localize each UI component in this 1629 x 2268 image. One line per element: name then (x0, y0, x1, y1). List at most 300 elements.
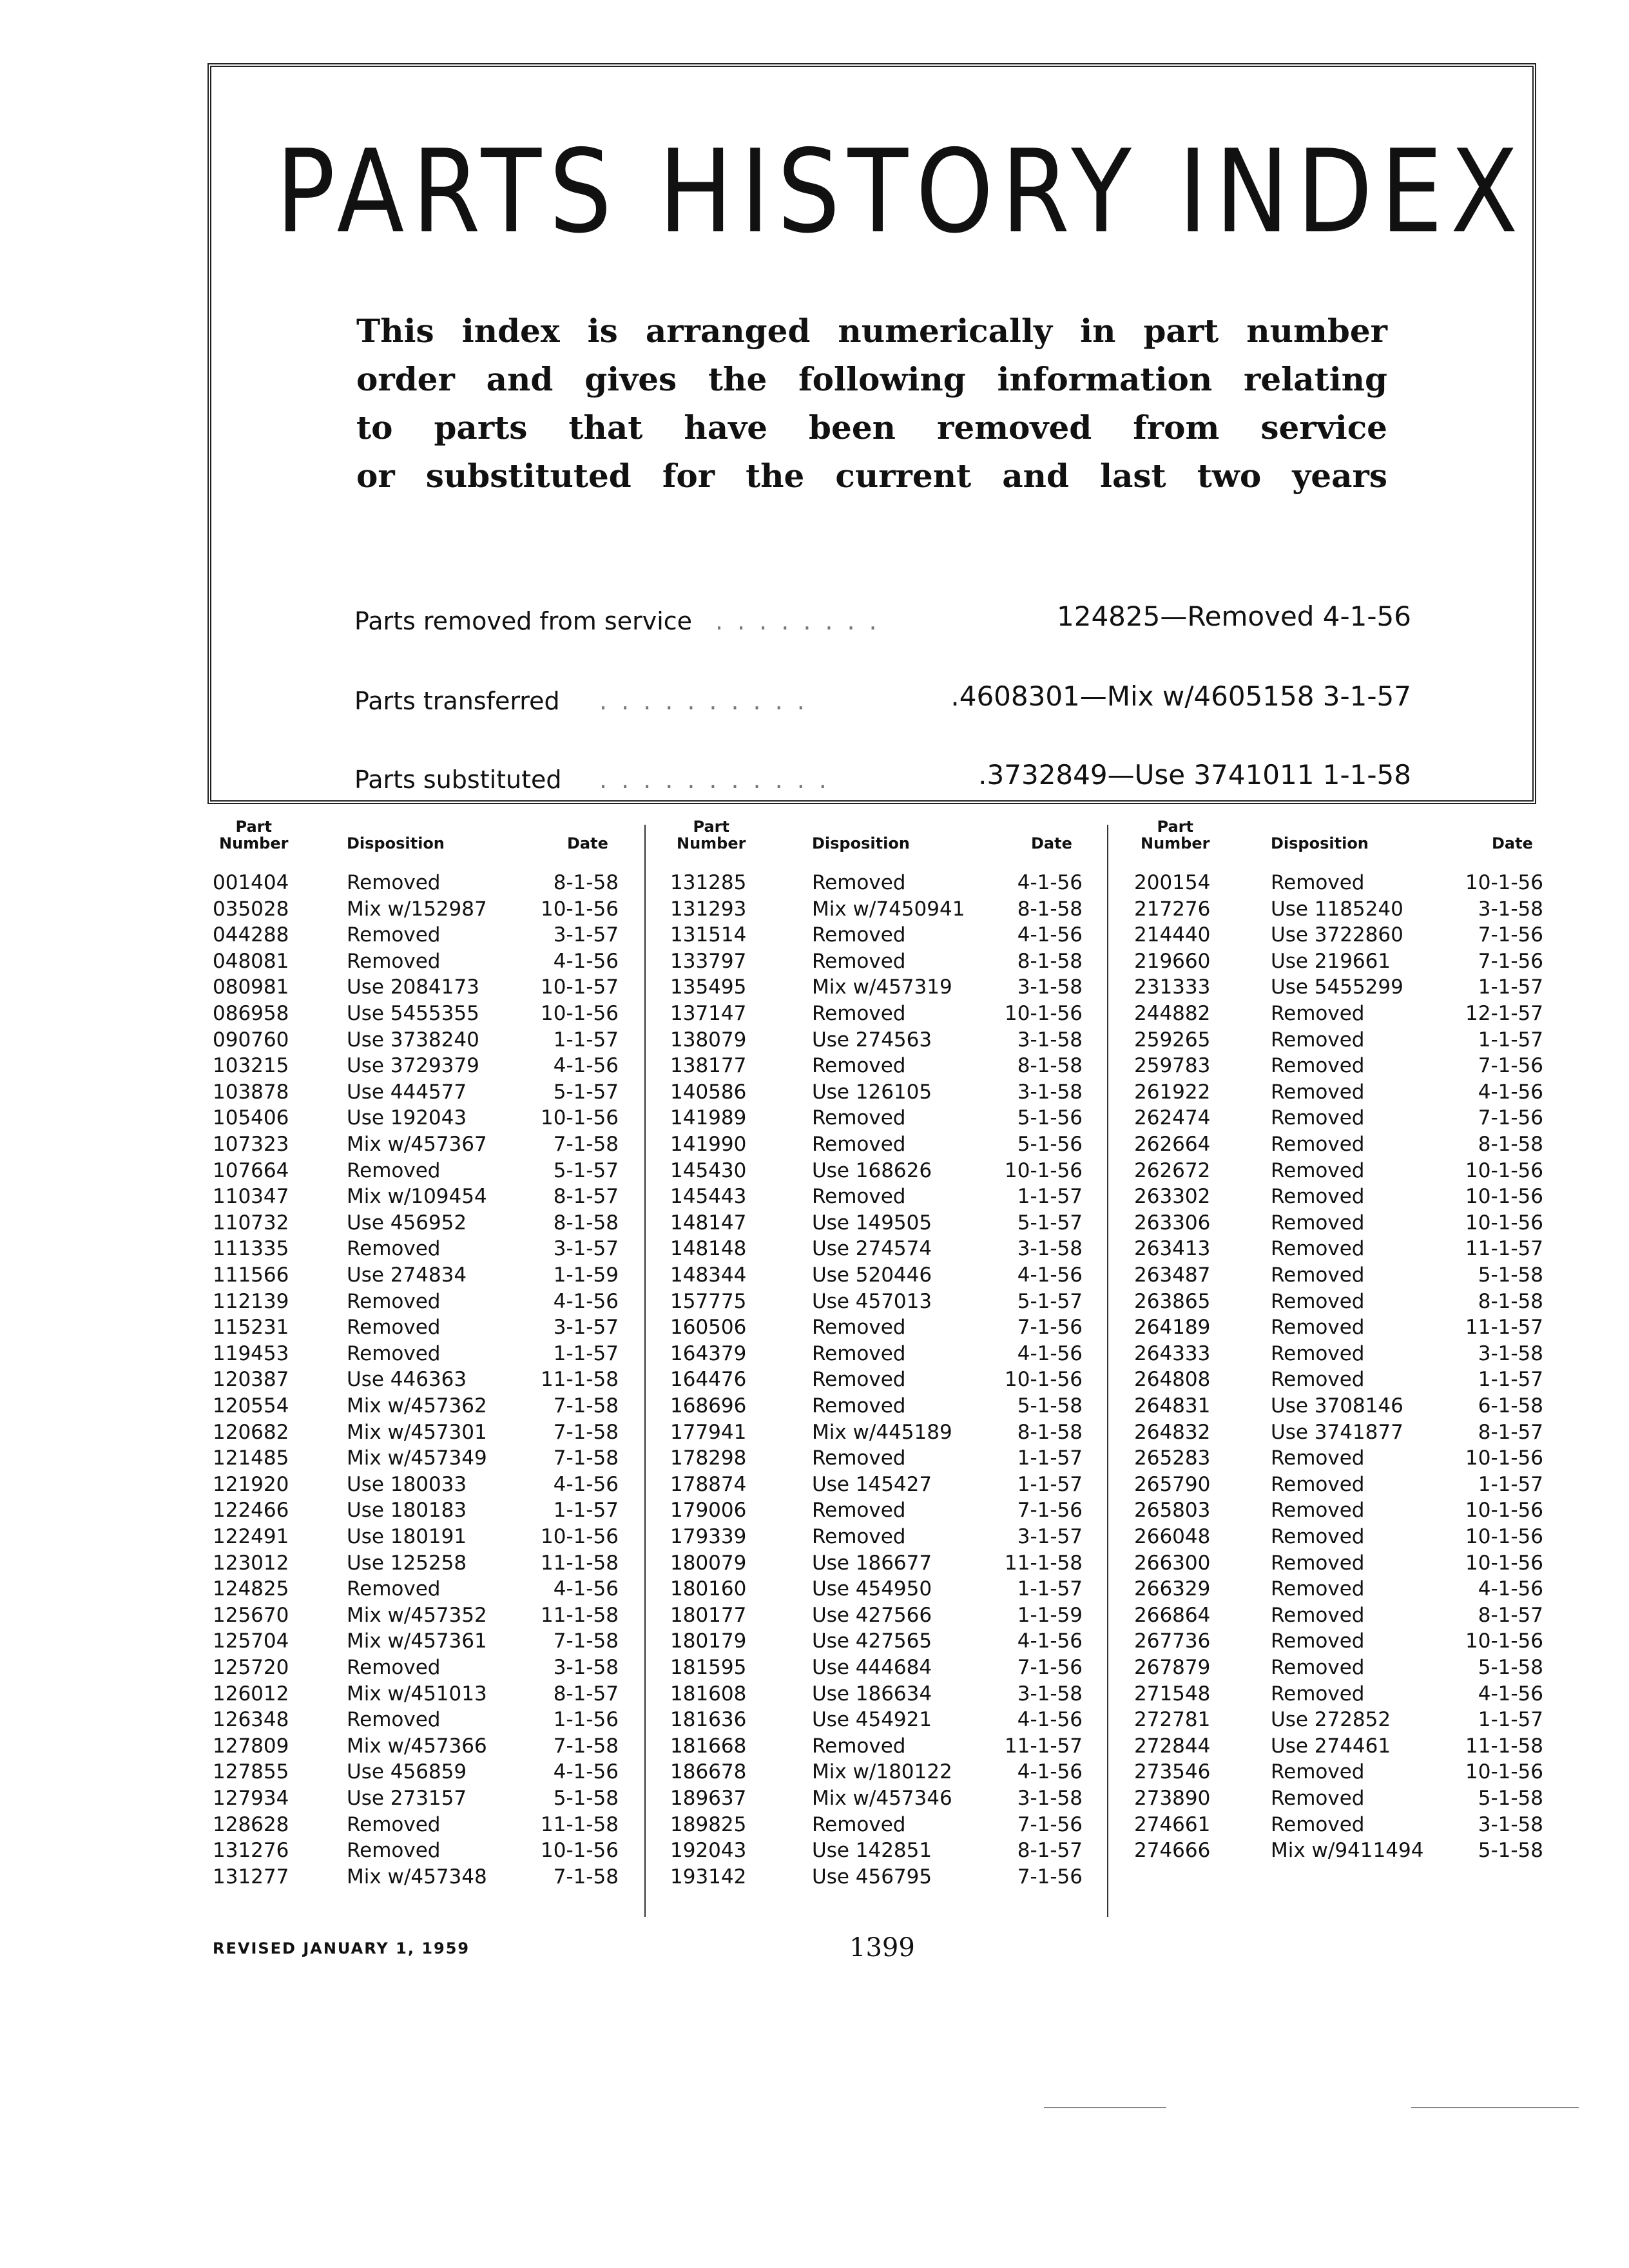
date: 3-1-58 (1017, 1787, 1083, 1810)
disposition: Mix w/9411494 (1271, 1839, 1424, 1863)
part-number: 111566 (213, 1264, 289, 1287)
part-number: 264189 (1134, 1316, 1211, 1340)
disposition: Use 273157 (347, 1787, 467, 1810)
part-number: 128628 (213, 1812, 289, 1836)
table-row (1134, 1237, 1543, 1263)
date: 1-1-57 (553, 1499, 619, 1523)
table-row (213, 1342, 619, 1368)
part-number: 181595 (670, 1656, 747, 1679)
disposition: Removed (812, 1525, 906, 1548)
disposition: Use 446363 (347, 1368, 467, 1392)
disposition: Use 180033 (347, 1472, 467, 1496)
part-number: 112139 (213, 1289, 289, 1313)
part-number: 263413 (1134, 1237, 1211, 1261)
date: 4-1-56 (553, 1472, 619, 1496)
header-part-label: Part (1157, 818, 1193, 836)
part-number: 178874 (670, 1472, 747, 1496)
disposition: Use 3708146 (1271, 1394, 1403, 1418)
table-row (213, 898, 619, 923)
table-row (213, 1394, 619, 1420)
date: 1-1-59 (553, 1264, 619, 1287)
disposition: Removed (1271, 1760, 1365, 1784)
part-number: 126012 (213, 1682, 289, 1706)
disposition: Removed (1271, 1211, 1365, 1235)
part-number: 189825 (670, 1812, 747, 1836)
disposition: Use 219661 (1271, 949, 1391, 973)
table-row (670, 1054, 1083, 1080)
table-row (1134, 1028, 1543, 1054)
table-row (1134, 975, 1543, 1001)
date: 11-1-58 (541, 1368, 619, 1392)
table-row (213, 1787, 619, 1812)
part-number: 141989 (670, 1106, 747, 1130)
date: 5-1-58 (553, 1787, 619, 1810)
disposition: Use 125258 (347, 1551, 467, 1575)
date: 1-1-57 (553, 1028, 619, 1052)
date: 4-1-56 (553, 949, 619, 973)
leader-dots: ........... (599, 765, 841, 794)
date: 11-1-57 (1005, 1734, 1083, 1758)
part-number: 263306 (1134, 1211, 1211, 1235)
disposition: Removed (347, 1341, 441, 1365)
table-row (1134, 1185, 1543, 1211)
part-number: 259783 (1134, 1054, 1211, 1078)
date: 12-1-57 (1465, 1002, 1543, 1025)
disposition: Mix w/451013 (347, 1682, 487, 1706)
table-row (1134, 1735, 1543, 1760)
part-number: 179339 (670, 1525, 747, 1548)
date: 6-1-58 (1478, 1394, 1543, 1418)
date: 1-1-56 (553, 1708, 619, 1732)
date: 4-1-56 (553, 1289, 619, 1313)
page-number: 1399 (849, 1933, 915, 1963)
table-row (213, 1081, 619, 1106)
date: 10-1-56 (541, 1839, 619, 1863)
disposition: Use 3729379 (347, 1054, 479, 1078)
table-row (670, 1106, 1083, 1132)
table-row (670, 1421, 1083, 1446)
part-number: 274661 (1134, 1812, 1211, 1836)
disposition: Removed (812, 1734, 906, 1758)
disposition: Use 457013 (812, 1289, 932, 1313)
part-number: 181668 (670, 1734, 747, 1758)
disposition: Removed (347, 1237, 441, 1261)
table-row (670, 1604, 1083, 1629)
disposition: Removed (1271, 1316, 1365, 1340)
table-row (213, 1446, 619, 1472)
table-row (1134, 1133, 1543, 1158)
example-transferred (354, 680, 1411, 719)
part-number: 131276 (213, 1839, 289, 1863)
disposition: Removed (1271, 1028, 1365, 1052)
intro-line: order and gives the following information relating (356, 360, 1387, 398)
date: 10-1-56 (1005, 1158, 1083, 1182)
table-row (213, 950, 619, 975)
table-row (670, 1682, 1083, 1708)
date: 11-1-58 (541, 1551, 619, 1575)
part-number: 125720 (213, 1656, 289, 1679)
part-number: 264333 (1134, 1341, 1211, 1365)
part-number: 262672 (1134, 1158, 1211, 1182)
disposition: Use 456859 (347, 1760, 467, 1784)
part-number: 179006 (670, 1499, 747, 1523)
disposition: Removed (1271, 1577, 1365, 1601)
part-number: 181636 (670, 1708, 747, 1732)
part-number: 119453 (213, 1341, 289, 1365)
date: 3-1-58 (553, 1656, 619, 1679)
part-number: 122491 (213, 1525, 289, 1548)
date: 7-1-56 (1478, 1106, 1543, 1130)
disposition: Removed (812, 1316, 906, 1340)
header-date: Date (1031, 834, 1072, 852)
date: 7-1-56 (1478, 1054, 1543, 1078)
disposition: Use 427566 (812, 1603, 932, 1627)
part-number: 214440 (1134, 923, 1211, 947)
date: 3-1-58 (1017, 1080, 1083, 1104)
table-row (213, 1839, 619, 1865)
date: 11-1-57 (1465, 1316, 1543, 1340)
intro-paragraph (356, 307, 1387, 500)
header-date: Date (1492, 834, 1533, 852)
date: 4-1-56 (1017, 1341, 1083, 1365)
table-row (670, 1865, 1083, 1891)
disposition: Use 3722860 (1271, 923, 1403, 947)
disposition: Use 142851 (812, 1839, 932, 1863)
date: 5-1-58 (1478, 1787, 1543, 1810)
date: 3-1-57 (553, 1316, 619, 1340)
disposition: Removed (347, 1812, 441, 1836)
date: 7-1-58 (553, 1420, 619, 1444)
date: 1-1-57 (1478, 975, 1543, 999)
table-row (1134, 1604, 1543, 1629)
table-row (670, 1342, 1083, 1368)
part-number: 120387 (213, 1368, 289, 1392)
table-row (670, 1237, 1083, 1263)
disposition: Use 180191 (347, 1525, 467, 1548)
table-row (213, 1499, 619, 1524)
part-number: 140586 (670, 1080, 747, 1104)
part-number: 086958 (213, 1002, 289, 1025)
date: 10-1-56 (1465, 1551, 1543, 1575)
part-number: 217276 (1134, 897, 1211, 921)
table-row (1134, 1002, 1543, 1028)
date: 1-1-57 (1478, 1368, 1543, 1392)
part-number: 231333 (1134, 975, 1211, 999)
disposition: Removed (1271, 1158, 1365, 1182)
example-substituted (354, 759, 1411, 798)
table-row (670, 1368, 1083, 1394)
disposition: Mix w/457361 (347, 1629, 487, 1653)
part-number: 272844 (1134, 1734, 1211, 1758)
date: 10-1-56 (1465, 1760, 1543, 1784)
table-row (670, 871, 1083, 897)
part-number: 123012 (213, 1551, 289, 1575)
date: 10-1-56 (1465, 1185, 1543, 1209)
date: 3-1-58 (1017, 975, 1083, 999)
disposition: Removed (347, 1656, 441, 1679)
disposition: Removed (1271, 1472, 1365, 1496)
table-row (670, 1473, 1083, 1499)
disposition: Removed (1271, 1682, 1365, 1706)
disposition: Removed (1271, 1499, 1365, 1523)
disposition: Use 126105 (812, 1080, 932, 1104)
part-number: 001404 (213, 871, 289, 894)
part-number: 121485 (213, 1446, 289, 1470)
date: 7-1-56 (1017, 1316, 1083, 1340)
disposition: Use 5455355 (347, 1002, 479, 1025)
leader-dots: .......... (599, 687, 819, 715)
disposition: Removed (1271, 1787, 1365, 1810)
part-number: 131285 (670, 871, 747, 894)
disposition: Removed (812, 1499, 906, 1523)
part-number: 200154 (1134, 871, 1211, 894)
disposition: Removed (347, 1316, 441, 1340)
part-number: 141990 (670, 1133, 747, 1156)
table-row (213, 1473, 619, 1499)
intro-line: This index is arranged numerically in part number (356, 312, 1387, 350)
date: 11-1-58 (1005, 1551, 1083, 1575)
part-number: 080981 (213, 975, 289, 999)
date: 7-1-58 (553, 1734, 619, 1758)
disposition: Use 5455299 (1271, 975, 1403, 999)
date: 11-1-58 (541, 1812, 619, 1836)
table-row (670, 1446, 1083, 1472)
part-number: 090760 (213, 1028, 289, 1052)
header-number-label: Number (677, 834, 746, 852)
part-number: 122466 (213, 1499, 289, 1523)
table-row (670, 1028, 1083, 1054)
date: 1-1-57 (1478, 1472, 1543, 1496)
table-row (1134, 1054, 1543, 1080)
date: 10-1-56 (1465, 871, 1543, 894)
disposition: Mix w/457346 (812, 1787, 952, 1810)
disposition: Mix w/457319 (812, 975, 952, 999)
part-number: 180079 (670, 1551, 747, 1575)
table-row (670, 923, 1083, 949)
table-row (1134, 1577, 1543, 1603)
part-number: 264831 (1134, 1394, 1211, 1418)
table-row (670, 1525, 1083, 1551)
date: 5-1-58 (1478, 1839, 1543, 1863)
date: 3-1-58 (1478, 1341, 1543, 1365)
table-row (670, 1394, 1083, 1420)
part-number: 264832 (1134, 1420, 1211, 1444)
part-number: 192043 (670, 1839, 747, 1863)
part-number: 271548 (1134, 1682, 1211, 1706)
disposition: Use 149505 (812, 1211, 932, 1235)
table-row (1134, 1211, 1543, 1237)
part-number: 261922 (1134, 1080, 1211, 1104)
date: 1-1-57 (1017, 1446, 1083, 1470)
disposition: Removed (347, 949, 441, 973)
date: 8-1-58 (1478, 1289, 1543, 1313)
date: 1-1-57 (1017, 1472, 1083, 1496)
date: 8-1-57 (553, 1682, 619, 1706)
part-number: 125670 (213, 1603, 289, 1627)
table-row (1134, 1342, 1543, 1368)
disposition: Removed (1271, 1185, 1365, 1209)
disposition: Use 456952 (347, 1211, 467, 1235)
part-number: 138177 (670, 1054, 747, 1078)
table-row (670, 1656, 1083, 1682)
disposition: Removed (1271, 1106, 1365, 1130)
date: 7-1-56 (1017, 1812, 1083, 1836)
disposition: Removed (1271, 1264, 1365, 1287)
table-row (670, 950, 1083, 975)
disposition: Removed (812, 1368, 906, 1392)
date: 7-1-58 (553, 1629, 619, 1653)
part-number: 115231 (213, 1316, 289, 1340)
part-number: 124825 (213, 1577, 289, 1601)
disposition: Use 186634 (812, 1682, 932, 1706)
example-value: .4608301—Mix w/4605158 3-1-57 (950, 680, 1411, 712)
part-number: 263865 (1134, 1289, 1211, 1313)
disposition: Mix w/109454 (347, 1185, 487, 1209)
date: 5-1-57 (553, 1158, 619, 1182)
disposition: Use 274461 (1271, 1734, 1391, 1758)
disposition: Use 274834 (347, 1264, 467, 1287)
disposition: Removed (347, 1839, 441, 1863)
table-row (1134, 1316, 1543, 1341)
header-box (207, 63, 1536, 804)
intro-line: to parts that have been removed from service (356, 408, 1387, 447)
date: 1-1-57 (1017, 1577, 1083, 1601)
table-row (1134, 1839, 1543, 1865)
column-divider (1107, 825, 1108, 1917)
part-number: 110732 (213, 1211, 289, 1235)
table-row (1134, 1159, 1543, 1185)
date: 4-1-56 (1017, 1760, 1083, 1784)
part-number: 164476 (670, 1368, 747, 1392)
date: 1-1-57 (1478, 1708, 1543, 1732)
disposition: Removed (812, 1185, 906, 1209)
date: 3-1-57 (1017, 1525, 1083, 1548)
disposition: Removed (812, 1394, 906, 1418)
part-number: 265283 (1134, 1446, 1211, 1470)
table-row (1134, 1682, 1543, 1708)
table-row (213, 1106, 619, 1132)
table-row (213, 1604, 619, 1629)
part-number: 145430 (670, 1158, 747, 1182)
date: 10-1-56 (541, 1525, 619, 1548)
date: 10-1-56 (1465, 1499, 1543, 1523)
table-row (670, 1499, 1083, 1524)
disposition: Removed (347, 871, 441, 894)
disposition: Removed (1271, 1002, 1365, 1025)
table-row (1134, 1656, 1543, 1682)
table-row (213, 1865, 619, 1891)
disposition: Use 186677 (812, 1551, 932, 1575)
table-row (1134, 871, 1543, 897)
part-number: 131277 (213, 1865, 289, 1888)
disposition: Removed (1271, 1133, 1365, 1156)
date: 3-1-58 (1017, 1237, 1083, 1261)
header-part-number (219, 818, 288, 852)
part-number: 186678 (670, 1760, 747, 1784)
part-number: 131514 (670, 923, 747, 947)
disposition: Removed (812, 923, 906, 947)
disposition: Removed (812, 949, 906, 973)
table-row (670, 975, 1083, 1001)
disposition: Use 272852 (1271, 1708, 1391, 1732)
disposition: Mix w/152987 (347, 897, 487, 921)
page-title: PARTS HISTORY INDEX (276, 125, 1526, 258)
disposition: Mix w/457348 (347, 1865, 487, 1888)
table-row (670, 1133, 1083, 1158)
table-row (213, 1185, 619, 1211)
table-row (1134, 1499, 1543, 1524)
date: 10-1-56 (1465, 1211, 1543, 1235)
table-row (213, 1133, 619, 1158)
date: 4-1-56 (1478, 1080, 1543, 1104)
part-number: 121920 (213, 1472, 289, 1496)
disposition: Use 180183 (347, 1499, 467, 1523)
part-number: 111335 (213, 1237, 289, 1261)
part-number: 148147 (670, 1211, 747, 1235)
disposition: Use 2084173 (347, 975, 479, 999)
date: 8-1-58 (1478, 1133, 1543, 1156)
part-number: 244882 (1134, 1002, 1211, 1025)
table-row (213, 1028, 619, 1054)
date: 4-1-56 (553, 1577, 619, 1601)
date: 10-1-56 (541, 1002, 619, 1025)
table-row (670, 1211, 1083, 1237)
table-row (213, 1813, 619, 1839)
part-number: 107323 (213, 1133, 289, 1156)
part-number: 180160 (670, 1577, 747, 1601)
table-row (670, 1760, 1083, 1786)
part-number: 262664 (1134, 1133, 1211, 1156)
date: 3-1-58 (1017, 1028, 1083, 1052)
date: 4-1-56 (1017, 1629, 1083, 1653)
header-part-label: Part (235, 818, 272, 836)
disposition: Mix w/180122 (812, 1760, 952, 1784)
date: 7-1-56 (1017, 1865, 1083, 1888)
table-row (1134, 1264, 1543, 1289)
disposition: Mix w/457362 (347, 1394, 487, 1418)
date: 7-1-56 (1017, 1656, 1083, 1679)
table-row (213, 1002, 619, 1028)
example-label: Parts removed from service (354, 607, 693, 635)
date: 8-1-57 (553, 1185, 619, 1209)
date: 11-1-57 (1465, 1237, 1543, 1261)
part-number: 103215 (213, 1054, 289, 1078)
date: 10-1-56 (1005, 1002, 1083, 1025)
table-row (213, 975, 619, 1001)
part-number: 266864 (1134, 1603, 1211, 1627)
table-row (1134, 1473, 1543, 1499)
table-row (1134, 1421, 1543, 1446)
part-number: 273890 (1134, 1787, 1211, 1810)
example-value: 124825—Removed 4-1-56 (1057, 601, 1411, 632)
date: 8-1-57 (1478, 1603, 1543, 1627)
table-row (1134, 1106, 1543, 1132)
part-number: 110347 (213, 1185, 289, 1209)
disposition: Removed (812, 1133, 906, 1156)
date: 4-1-56 (553, 1054, 619, 1078)
disposition: Removed (812, 1106, 906, 1130)
disposition: Removed (347, 1708, 441, 1732)
disposition: Removed (347, 923, 441, 947)
part-number: 138079 (670, 1028, 747, 1052)
disposition: Use 1185240 (1271, 897, 1403, 921)
date: 5-1-56 (1017, 1106, 1083, 1130)
disposition: Use 145427 (812, 1472, 932, 1496)
table-row (213, 1264, 619, 1289)
date: 7-1-58 (553, 1446, 619, 1470)
date: 4-1-56 (1017, 923, 1083, 947)
date: 10-1-56 (1005, 1368, 1083, 1392)
